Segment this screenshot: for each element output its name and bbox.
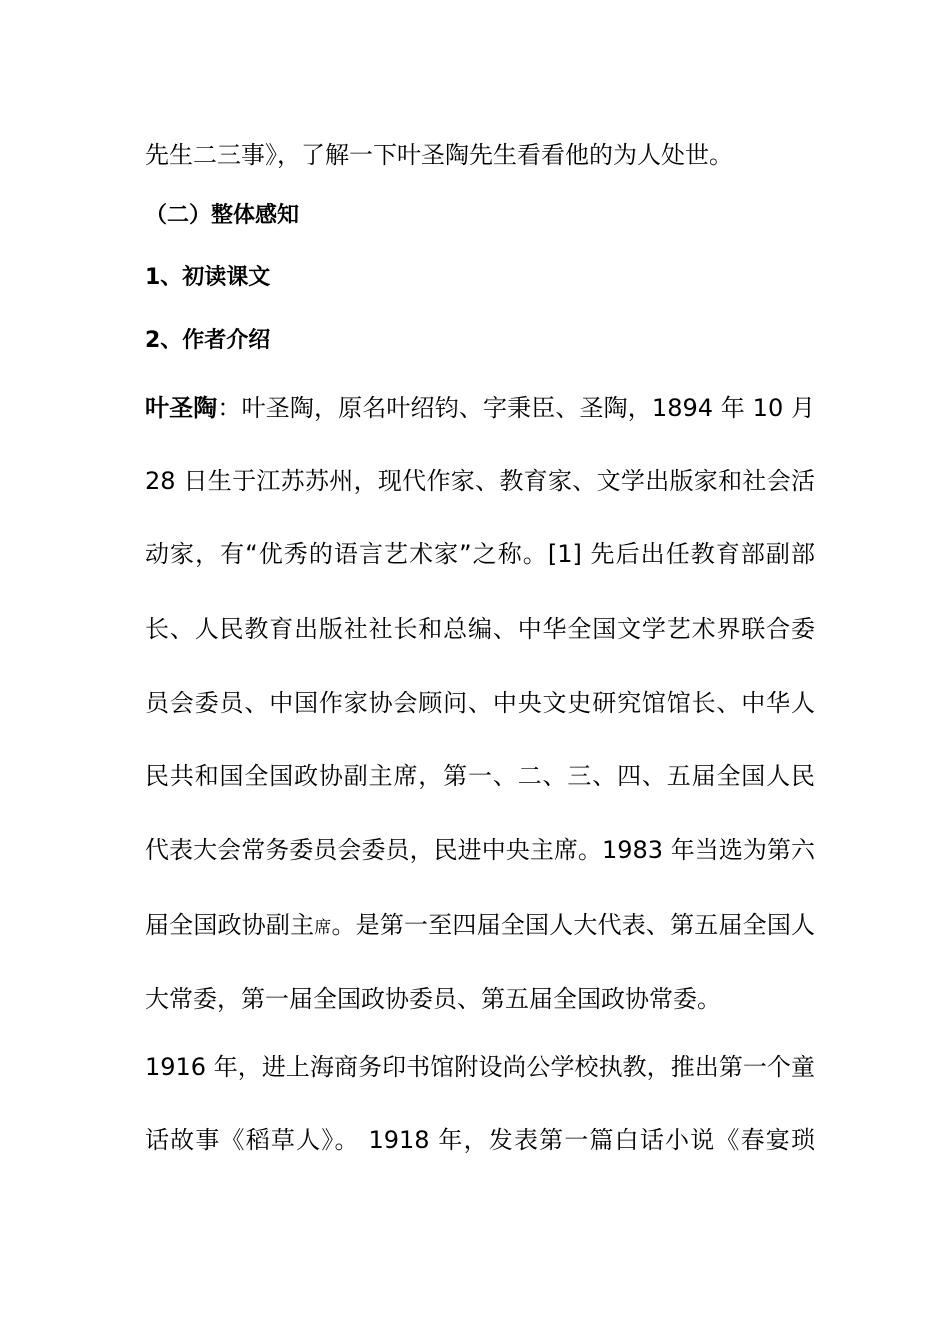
bio-line-8 bbox=[145, 909, 815, 944]
step-1-heading: 1、初读课文 bbox=[145, 265, 271, 290]
history-line-1: 1916 年，进上海商务印书馆附设尚公学校执教，推出第一个童 bbox=[145, 1053, 815, 1081]
author-name: 叶圣陶 bbox=[145, 394, 218, 422]
bio-line-8-part-a: 届全国政协副主 bbox=[145, 911, 315, 939]
bio-line-8-small-char: 席 bbox=[314, 918, 332, 938]
bio-line-7: 代表大会常务委员会委员，民进中央主席。1983 年当选为第六 bbox=[145, 836, 815, 864]
bio-line-1 bbox=[145, 392, 815, 424]
section-heading: （二）整体感知 bbox=[145, 203, 300, 228]
intro-line: 先生二三事》，了解一下叶圣陶先生看看他的为人处世。 bbox=[145, 141, 733, 169]
bio-line-6: 民共和国全国政协副主席，第一、二、三、四、五届全国人民 bbox=[145, 762, 815, 790]
bio-line-9: 大常委，第一届全国政协委员、第五届全国政协常委。 bbox=[145, 985, 721, 1013]
author-colon: ： bbox=[217, 394, 242, 422]
bio-line-5: 员会委员、中国作家协会顾问、中央文史研究馆馆长、中华人 bbox=[145, 689, 815, 717]
bio-line-4: 长、人民教育出版社社长和总编、中华全国文学艺术界联合委 bbox=[145, 615, 815, 643]
bio-line-8-part-b: 。是第一至四届全国人大代表、第五届全国人 bbox=[331, 911, 816, 939]
history-line-2: 话故事《稻草人》。 1918 年，发表第一篇白话小说《春宴琐 bbox=[145, 1126, 815, 1154]
bio-line-2: 28 日生于江苏苏州，现代作家、教育家、文学出版家和社会活 bbox=[145, 467, 815, 495]
step-2-heading: 2、作者介绍 bbox=[145, 328, 271, 353]
bio-line-1-text: 叶圣陶，原名叶绍钧、字秉臣、圣陶，1894 年 10 月 bbox=[241, 394, 815, 422]
bio-line-3: 动家，有“优秀的语言艺术家”之称。[1] 先后出任教育部副部 bbox=[145, 540, 815, 568]
